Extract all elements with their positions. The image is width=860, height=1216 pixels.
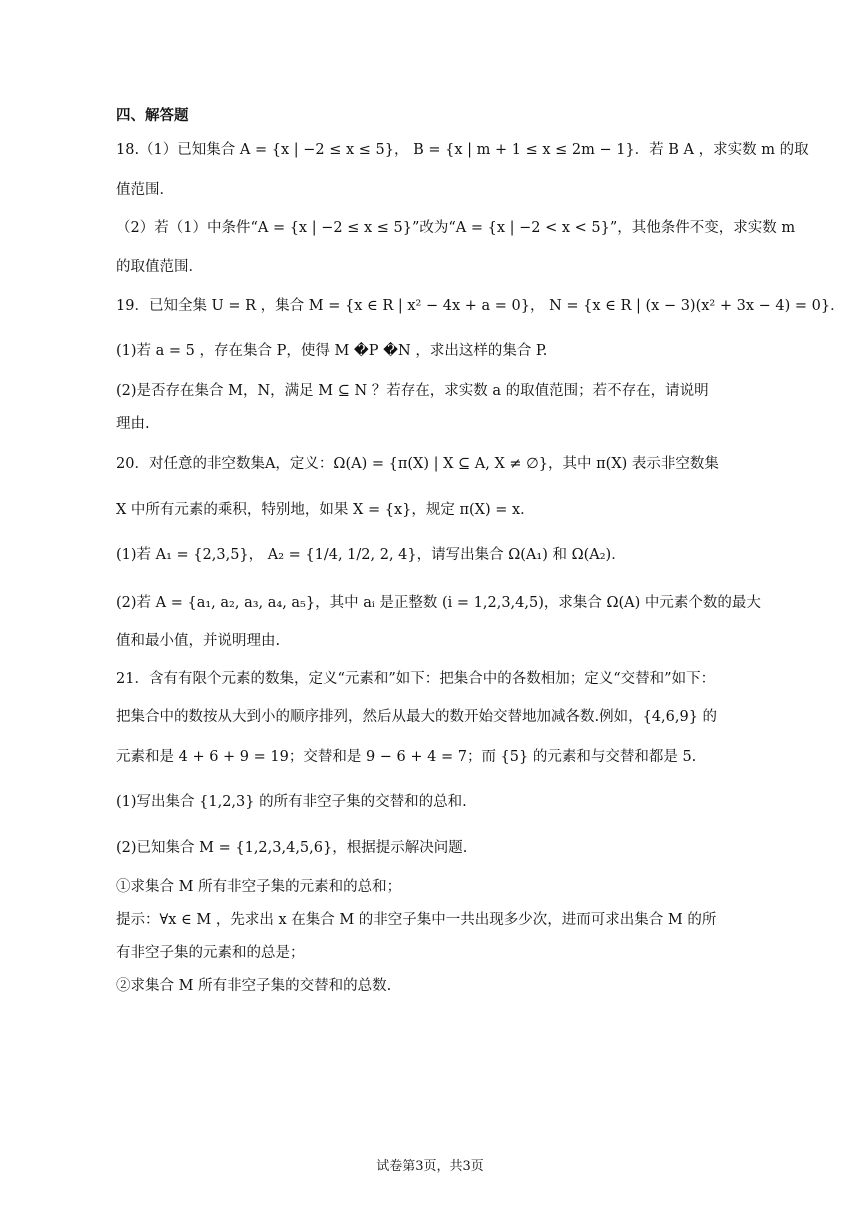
q18-line-4: 的取值范围． (116, 259, 203, 275)
q19-line-3: (2)是否存在集合 M，N，满足 M ⊆ N ？若存在，求实数 a 的取值范围；若不存在，请说明 (116, 383, 709, 399)
q20-line-3: (1)若 A₁ = {2,3,5}， A₂ = {1/4, 1/2, 2, 4}，请写出集合 Ω(A₁) 和 Ω(A₂)． (116, 547, 626, 563)
q21-line-8: 有非空子集的元素和的总是； (116, 945, 305, 961)
q20-line-2: X 中所有元素的乘积，特别地，如果 X = {x}，规定 π(X) = x． (116, 502, 535, 518)
q21-line-5: (2)已知集合 M = {1,2,3,4,5,6}，根据提示解决问题. (116, 840, 468, 856)
q21-line-3: 元素和是 4 + 6 + 9 = 19；交替和是 9 − 6 + 4 = 7；而 {5} 的元素和与交替和都是 5. (116, 749, 697, 765)
q20-line-4: (2)若 A = {a₁, a₂, a₃, a₄, a₅}，其中 aᵢ 是正整数 (i = 1,2,3,4,5)，求集合 Ω(A) 中元素个数的最大 (116, 595, 761, 611)
q21-line-1: 21．含有有限个元素的数集，定义“元素和”如下：把集合中的各数相加；定义“交替和”如下： (116, 671, 716, 687)
q21-line-7: 提示：∀x ∈ M ，先求出 x 在集合 M 的非空子集中一共出现多少次，进而可求出集合 M 的所 (116, 912, 717, 928)
q21-line-6: ①求集合 M 所有非空子集的元素和的总和； (116, 879, 402, 895)
section-title: 四、解答题 (116, 107, 189, 124)
q21-line-4: (1)写出集合 {1,2,3} 的所有非空子集的交替和的总和. (116, 794, 467, 810)
page-footer: 试卷第3页，共3页 (376, 1159, 484, 1174)
q19-line-2: (1)若 a = 5 ，存在集合 P，使得 M �P �N ，求出这样的集合 P. (116, 343, 548, 359)
q20-line-1: 20．对任意的非空数集A，定义：Ω(A) = {π(X) | X ⊆ A, X ≠ ∅}，其中 π(X) 表示非空数集 (116, 456, 719, 472)
q18-line-3: （2）若（1）中条件“A = {x | −2 ≤ x ≤ 5}”改为“A = {x | −2 < x < 5}”，其他条件不变，求实数 m (116, 220, 796, 236)
q18-line-1: 18.（1）已知集合 A = {x | −2 ≤ x ≤ 5}， B = {x | m + 1 ≤ x ≤ 2m − 1}．若 B A ，求实数 m 的取 (116, 142, 809, 158)
q20-line-5: 值和最小值，并说明理由. (116, 633, 281, 649)
q21-line-9: ②求集合 M 所有非空子集的交替和的总数. (116, 978, 392, 994)
q19-line-1: 19．已知全集 U = R ，集合 M = {x ∈ R | x² − 4x + a = 0}， N = {x ∈ R | (x − 3)(x² + 3x − 4) = 0}． (116, 298, 845, 314)
q19-line-4: 理由. (116, 416, 150, 432)
q18-line-2: 值范围． (116, 182, 174, 198)
q21-line-2: 把集合中的数按从大到小的顺序排列，然后从最大的数开始交替地加减各数.例如，{4,6,9} 的 (116, 709, 718, 725)
